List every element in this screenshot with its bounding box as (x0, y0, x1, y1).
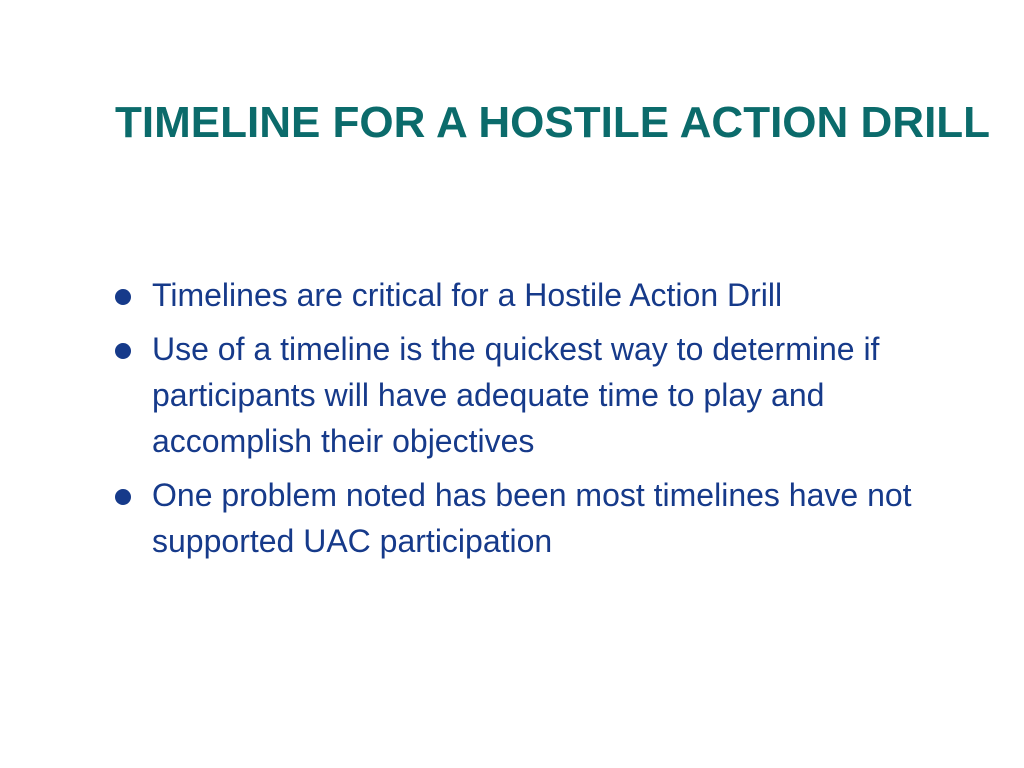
slide-title: TIMELINE FOR A HOSTILE ACTION DRILL (115, 98, 991, 147)
bullet-item (112, 272, 972, 318)
bullet-text: Use of a timeline is the quickest way to determine if participants will have adequate time to play and accomplish their objectives (152, 331, 880, 459)
bullet-dot-icon (115, 343, 131, 359)
bullet-item (112, 326, 972, 464)
bullet-item (112, 472, 972, 564)
bullet-text: One problem noted has been most timelines have not supported UAC participation (152, 477, 912, 559)
bullet-list (112, 272, 972, 572)
bullet-dot-icon (115, 489, 131, 505)
bullet-text: Timelines are critical for a Hostile Action Drill (152, 277, 783, 313)
bullet-dot-icon (115, 289, 131, 305)
